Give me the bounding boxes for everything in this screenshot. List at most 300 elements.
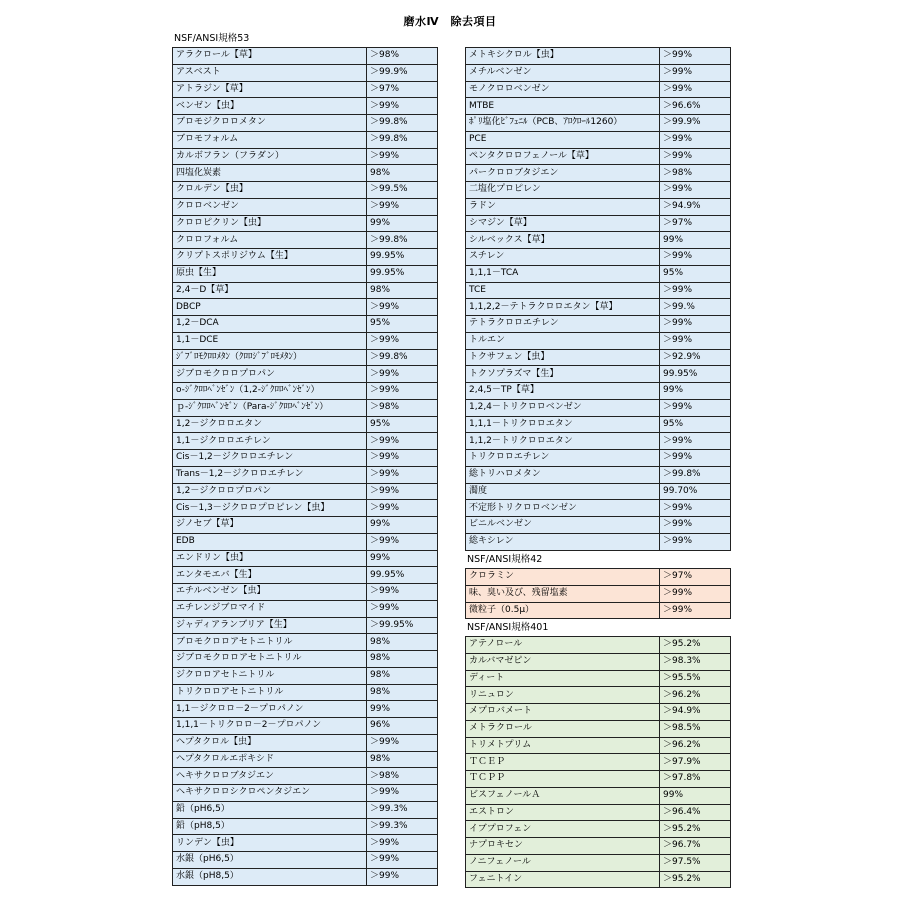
removal-rate: ＞99% xyxy=(660,533,731,550)
table-row xyxy=(173,550,438,567)
removal-rate: ＞99% xyxy=(660,282,731,299)
table-row xyxy=(466,804,731,821)
item-name: スチレン xyxy=(466,249,660,266)
table-row xyxy=(173,383,438,400)
table-row xyxy=(173,818,438,835)
removal-rate: ＞96.2% xyxy=(660,737,731,754)
removal-rate: 99% xyxy=(367,550,438,567)
table-row xyxy=(173,600,438,617)
item-name: クリプトスポリジウム【生】 xyxy=(173,249,367,266)
removal-rate: ＞99% xyxy=(660,316,731,333)
removal-rate: ＞96.2% xyxy=(660,687,731,704)
item-name: 水銀（pH6,5） xyxy=(173,852,367,869)
caption-nsf401: NSF/ANSI規格401 xyxy=(467,622,549,633)
removal-rate: ＞99% xyxy=(660,182,731,199)
removal-rate: 99.95% xyxy=(367,249,438,266)
removal-rate: ＞99% xyxy=(367,366,438,383)
table-row xyxy=(173,249,438,266)
table-row xyxy=(173,634,438,651)
table-row xyxy=(173,651,438,668)
item-name: 1,1,2,2－テトラクロロエタン【草】 xyxy=(466,299,660,316)
item-name: アラクロール【草】 xyxy=(173,48,367,65)
table-row xyxy=(466,585,731,602)
item-name: クロロフォルム xyxy=(173,232,367,249)
item-name: 1,2,4－トリクロロベンゼン xyxy=(466,399,660,416)
table-row xyxy=(466,754,731,771)
removal-rate: 98% xyxy=(367,667,438,684)
item-name: 鉛（pH8,5） xyxy=(173,818,367,835)
table-row xyxy=(466,165,731,182)
table-row xyxy=(173,98,438,115)
item-name: ノニフェノール xyxy=(466,854,660,871)
removal-rate: ＞98.5% xyxy=(660,720,731,737)
removal-rate: ＞99% xyxy=(367,148,438,165)
removal-rate: ＞99% xyxy=(367,198,438,215)
table-row xyxy=(173,215,438,232)
table-row xyxy=(466,349,731,366)
removal-rate: ＞99% xyxy=(367,500,438,517)
table-nsf42 xyxy=(465,568,731,619)
item-name: 不定形トリクロロベンゼン xyxy=(466,500,660,517)
item-name: モノクロロベンゼン xyxy=(466,81,660,98)
table-row xyxy=(173,299,438,316)
removal-rate: 98% xyxy=(367,684,438,701)
table-row xyxy=(173,684,438,701)
item-name: ｐ-ｼﾞｸﾛﾛﾍﾞﾝｾﾞﾝ（Para-ｼﾞｸﾛﾛﾍﾞﾝｾﾞﾝ） xyxy=(173,399,367,416)
removal-rate: ＞97% xyxy=(367,81,438,98)
removal-rate: ＞99% xyxy=(660,64,731,81)
item-name: メトラクロール xyxy=(466,720,660,737)
item-name: トリメトプリム xyxy=(466,737,660,754)
removal-rate: ＞99% xyxy=(660,131,731,148)
table-row xyxy=(466,704,731,721)
table-row xyxy=(173,517,438,534)
table-row xyxy=(173,450,438,467)
removal-rate: ＞97.8% xyxy=(660,771,731,788)
removal-rate: ＞96.6% xyxy=(660,98,731,115)
removal-rate: ＞99.8% xyxy=(367,115,438,132)
removal-rate: ＞99.9% xyxy=(660,115,731,132)
table-row xyxy=(466,131,731,148)
table-row xyxy=(173,617,438,634)
table-row xyxy=(466,517,731,534)
removal-rate: 98% xyxy=(367,282,438,299)
item-name: ジブロモクロロプロパン xyxy=(173,366,367,383)
caption-nsf42: NSF/ANSI規格42 xyxy=(467,554,543,565)
item-name: シルベックス【草】 xyxy=(466,232,660,249)
item-name: ＴＣＥＰ xyxy=(466,754,660,771)
item-name: 1,1－DCE xyxy=(173,332,367,349)
removal-rate: ＞99% xyxy=(367,852,438,869)
removal-rate: ＞99% xyxy=(660,500,731,517)
item-name: 総トリハロメタン xyxy=(466,466,660,483)
table-row xyxy=(466,637,731,654)
removal-rate: ＞99% xyxy=(367,98,438,115)
removal-rate: 99% xyxy=(367,701,438,718)
item-name: フェニトイン xyxy=(466,871,660,888)
removal-rate: ＞99% xyxy=(367,433,438,450)
removal-rate: ＞99% xyxy=(660,249,731,266)
table-row xyxy=(466,182,731,199)
table-row xyxy=(466,383,731,400)
table-row xyxy=(466,500,731,517)
table-row xyxy=(466,265,731,282)
table-row xyxy=(173,533,438,550)
item-name: アテノロール xyxy=(466,637,660,654)
item-name: ﾎﾟﾘ塩化ﾋﾞﾌｪﾆﾙ（PCB、ｱﾛｸﾛｰﾙ1260） xyxy=(466,115,660,132)
table-row xyxy=(466,316,731,333)
removal-rate: 99.70% xyxy=(660,483,731,500)
table-row xyxy=(173,81,438,98)
removal-rate: ＞97% xyxy=(660,215,731,232)
removal-rate: ＞99.% xyxy=(660,299,731,316)
item-name: 鉛（pH6,5） xyxy=(173,801,367,818)
table-row xyxy=(173,567,438,584)
removal-rate: ＞99% xyxy=(660,602,731,619)
removal-rate: ＞99% xyxy=(660,332,731,349)
removal-rate: ＞95.2% xyxy=(660,821,731,838)
removal-rate: ＞98% xyxy=(367,768,438,785)
removal-rate: ＞99% xyxy=(367,332,438,349)
item-name: 四塩化炭素 xyxy=(173,165,367,182)
removal-rate: 95% xyxy=(660,265,731,282)
item-name: 2,4,5－TP【草】 xyxy=(466,383,660,400)
table-nsf53-left xyxy=(172,47,438,886)
removal-rate: ＞98% xyxy=(367,48,438,65)
item-name: DBCP xyxy=(173,299,367,316)
removal-rate: ＞99.8% xyxy=(367,131,438,148)
item-name: ジクロロアセトニトリル xyxy=(173,667,367,684)
table-row xyxy=(466,416,731,433)
table-row xyxy=(466,569,731,586)
table-row xyxy=(173,265,438,282)
table-row xyxy=(173,332,438,349)
table-row xyxy=(173,48,438,65)
removal-rate: ＞99% xyxy=(367,299,438,316)
item-name: ブロモフォルム xyxy=(173,131,367,148)
item-name: ＴＣＰＰ xyxy=(466,771,660,788)
item-name: ディート xyxy=(466,670,660,687)
item-name: 1,1,2－トリクロロエタン xyxy=(466,433,660,450)
item-name: 1,1－ジクロロエチレン xyxy=(173,433,367,450)
item-name: 1,2－ジクロロプロパン xyxy=(173,483,367,500)
removal-rate: ＞99% xyxy=(660,399,731,416)
table-row xyxy=(466,148,731,165)
removal-rate: 95% xyxy=(367,416,438,433)
item-name: リニュロン xyxy=(466,687,660,704)
removal-rate: ＞98% xyxy=(367,399,438,416)
item-name: Cis－1,3－ジクロロプロピレン【虫】 xyxy=(173,500,367,517)
caption-nsf53: NSF/ANSI規格53 xyxy=(174,33,250,44)
table-row xyxy=(173,751,438,768)
item-name: PCE xyxy=(466,131,660,148)
table-row xyxy=(173,701,438,718)
table-row xyxy=(466,198,731,215)
table-row xyxy=(466,602,731,619)
item-name: シマジン【草】 xyxy=(466,215,660,232)
table-row xyxy=(466,737,731,754)
removal-rate: ＞99% xyxy=(660,81,731,98)
item-name: Trans－1,2－ジクロロエチレン xyxy=(173,466,367,483)
table-row xyxy=(466,332,731,349)
removal-rate: 98% xyxy=(367,165,438,182)
item-name: ビスフェノールＡ xyxy=(466,787,660,804)
table-row xyxy=(173,232,438,249)
removal-rate: ＞99% xyxy=(660,148,731,165)
item-name: 1,1,1－トリクロロ－2－プロパノン xyxy=(173,718,367,735)
removal-rate: 99% xyxy=(367,517,438,534)
table-row xyxy=(466,282,731,299)
item-name: クロロベンゼン xyxy=(173,198,367,215)
removal-rate: ＞99% xyxy=(367,450,438,467)
table-row xyxy=(173,835,438,852)
item-name: エンドリン【虫】 xyxy=(173,550,367,567)
item-name: 1,1,1－TCA xyxy=(466,265,660,282)
table-row xyxy=(466,64,731,81)
item-name: 1,1,1－トリクロロエタン xyxy=(466,416,660,433)
item-name: アトラジン【草】 xyxy=(173,81,367,98)
item-name: 二塩化プロピレン xyxy=(466,182,660,199)
item-name: トリクロロエチレン xyxy=(466,450,660,467)
item-name: クロルデン【虫】 xyxy=(173,182,367,199)
removal-rate: ＞99.95% xyxy=(367,617,438,634)
table-nsf401 xyxy=(465,636,731,888)
removal-rate: ＞97.5% xyxy=(660,854,731,871)
table-row xyxy=(173,718,438,735)
removal-rate: ＞99% xyxy=(367,868,438,885)
table-row xyxy=(173,115,438,132)
removal-rate: ＞99% xyxy=(660,517,731,534)
item-name: エチレンジブロマイド xyxy=(173,600,367,617)
removal-rate: ＞99.3% xyxy=(367,801,438,818)
table-row xyxy=(173,768,438,785)
removal-rate: ＞97.9% xyxy=(660,754,731,771)
table-row xyxy=(173,500,438,517)
removal-rate: 99.95% xyxy=(367,567,438,584)
table-row xyxy=(173,64,438,81)
removal-rate: ＞99.9% xyxy=(367,64,438,81)
removal-rate: ＞99% xyxy=(660,48,731,65)
item-name: 味、臭い及び、残留塩素 xyxy=(466,585,660,602)
removal-rate: ＞99% xyxy=(660,585,731,602)
item-name: MTBE xyxy=(466,98,660,115)
removal-rate: ＞99.8% xyxy=(660,466,731,483)
item-name: ジブロモクロロアセトニトリル xyxy=(173,651,367,668)
item-name: ベンゼン【虫】 xyxy=(173,98,367,115)
removal-rate: 99% xyxy=(660,232,731,249)
removal-rate: ＞95.2% xyxy=(660,871,731,888)
item-name: アスベスト xyxy=(173,64,367,81)
item-name: ブロモクロロアセトニトリル xyxy=(173,634,367,651)
item-name: ｼﾞﾌﾞﾛﾓｸﾛﾛﾒﾀﾝ（ｸﾛﾛｼﾞﾌﾞﾛﾓﾒﾀﾝ） xyxy=(173,349,367,366)
table-row xyxy=(466,115,731,132)
item-name: 微粒子（0.5μ） xyxy=(466,602,660,619)
table-row xyxy=(466,466,731,483)
item-name: 総キシレン xyxy=(466,533,660,550)
table-row xyxy=(466,720,731,737)
removal-rate: 99.95% xyxy=(367,265,438,282)
table-row xyxy=(466,653,731,670)
removal-rate: 99% xyxy=(660,383,731,400)
removal-rate: 98% xyxy=(367,634,438,651)
table-row xyxy=(173,282,438,299)
item-name: 水銀（pH8,5） xyxy=(173,868,367,885)
removal-rate: ＞99% xyxy=(367,533,438,550)
item-name: メチルベンゼン xyxy=(466,64,660,81)
table-row xyxy=(466,871,731,888)
item-name: メトキシクロル【虫】 xyxy=(466,48,660,65)
table-row xyxy=(466,249,731,266)
table-row xyxy=(466,98,731,115)
table-row xyxy=(173,198,438,215)
removal-rate: ＞99% xyxy=(367,483,438,500)
item-name: Cis－1,2－ジクロロエチレン xyxy=(173,450,367,467)
table-row xyxy=(466,533,731,550)
removal-rate: 98% xyxy=(367,651,438,668)
item-name: o-ｼﾞｸﾛﾛﾍﾞﾝｾﾞﾝ（1,2-ｼﾞｸﾛﾛﾍﾞﾝｾﾞﾝ） xyxy=(173,383,367,400)
removal-rate: ＞99% xyxy=(367,600,438,617)
item-name: ラドン xyxy=(466,198,660,215)
item-name: TCE xyxy=(466,282,660,299)
item-name: トクソプラズマ【生】 xyxy=(466,366,660,383)
item-name: 原虫【生】 xyxy=(173,265,367,282)
item-name: イブプロフェン xyxy=(466,821,660,838)
item-name: エンタモエバ【生】 xyxy=(173,567,367,584)
removal-rate: ＞94.9% xyxy=(660,198,731,215)
item-name: ナプロキセン xyxy=(466,838,660,855)
table-row xyxy=(173,667,438,684)
table-row xyxy=(466,670,731,687)
table-row xyxy=(466,232,731,249)
item-name: クロラミン xyxy=(466,569,660,586)
item-name: エストロン xyxy=(466,804,660,821)
table-row xyxy=(173,868,438,885)
removal-rate: ＞92.9% xyxy=(660,349,731,366)
table-row xyxy=(173,165,438,182)
table-row xyxy=(466,687,731,704)
removal-rate: ＞99.8% xyxy=(367,349,438,366)
removal-rate: 99.95% xyxy=(660,366,731,383)
table-row xyxy=(466,48,731,65)
table-row xyxy=(173,316,438,333)
item-name: トリクロロアセトニトリル xyxy=(173,684,367,701)
removal-rate: ＞99.5% xyxy=(367,182,438,199)
item-name: トルエン xyxy=(466,332,660,349)
item-name: 1,1－ジクロロ－2－プロパノン xyxy=(173,701,367,718)
item-name: ヘキサクロロシクロペンタジエン xyxy=(173,785,367,802)
table-row xyxy=(466,81,731,98)
table-row xyxy=(173,349,438,366)
item-name: ジャディアランブリア【生】 xyxy=(173,617,367,634)
table-row xyxy=(173,148,438,165)
removal-rate: 98% xyxy=(367,751,438,768)
table-row xyxy=(466,366,731,383)
removal-rate: ＞96.4% xyxy=(660,804,731,821)
item-name: ヘプタクロルエポキシド xyxy=(173,751,367,768)
removal-rate: 99% xyxy=(660,787,731,804)
table-row xyxy=(173,734,438,751)
removal-rate: 95% xyxy=(660,416,731,433)
removal-rate: ＞99% xyxy=(367,584,438,601)
removal-rate: ＞98.3% xyxy=(660,653,731,670)
removal-rate: ＞99% xyxy=(660,450,731,467)
item-name: ブロモジクロロメタン xyxy=(173,115,367,132)
removal-rate: ＞99% xyxy=(367,734,438,751)
item-name: カルバマゼピン xyxy=(466,653,660,670)
table-row xyxy=(173,182,438,199)
table-row xyxy=(466,450,731,467)
removal-rate: ＞95.2% xyxy=(660,637,731,654)
item-name: ペンタクロロフェノール【草】 xyxy=(466,148,660,165)
table-row xyxy=(173,399,438,416)
removal-rate: ＞99.3% xyxy=(367,818,438,835)
removal-rate: ＞99% xyxy=(367,383,438,400)
removal-rate: ＞99% xyxy=(367,466,438,483)
table-row xyxy=(173,852,438,869)
removal-rate: 96% xyxy=(367,718,438,735)
removal-rate: 99% xyxy=(367,215,438,232)
removal-rate: ＞99% xyxy=(367,785,438,802)
table-row xyxy=(173,584,438,601)
removal-rate: 95% xyxy=(367,316,438,333)
page-title: 磨水Ⅳ 除去項目 xyxy=(403,15,497,28)
item-name: テトラクロロエチレン xyxy=(466,316,660,333)
removal-rate: ＞95.5% xyxy=(660,670,731,687)
item-name: トクサフェン【虫】 xyxy=(466,349,660,366)
table-row xyxy=(173,366,438,383)
table-row xyxy=(466,215,731,232)
table-row xyxy=(466,854,731,871)
table-row xyxy=(173,483,438,500)
table-row xyxy=(173,785,438,802)
removal-rate: ＞96.7% xyxy=(660,838,731,855)
table-row xyxy=(173,131,438,148)
removal-rate: ＞99% xyxy=(367,835,438,852)
item-name: ヘキサクロロブタジエン xyxy=(173,768,367,785)
table-row xyxy=(173,433,438,450)
item-name: 2,4－D【草】 xyxy=(173,282,367,299)
removal-rate: ＞99.8% xyxy=(367,232,438,249)
removal-rate: ＞99% xyxy=(660,433,731,450)
table-row xyxy=(173,416,438,433)
item-name: パークロロブタジエン xyxy=(466,165,660,182)
item-name: クロロピクリン【虫】 xyxy=(173,215,367,232)
table-row xyxy=(173,801,438,818)
removal-rate: ＞97% xyxy=(660,569,731,586)
item-name: エチルベンゼン【虫】 xyxy=(173,584,367,601)
table-nsf53-right xyxy=(465,47,731,551)
item-name: ジノセブ【草】 xyxy=(173,517,367,534)
item-name: メプロバメート xyxy=(466,704,660,721)
item-name: ヘプタクロル【虫】 xyxy=(173,734,367,751)
item-name: 1,2－ジクロロエタン xyxy=(173,416,367,433)
item-name: 濁度 xyxy=(466,483,660,500)
table-row xyxy=(173,466,438,483)
table-row xyxy=(466,821,731,838)
table-row xyxy=(466,483,731,500)
item-name: ビニルベンゼン xyxy=(466,517,660,534)
table-row xyxy=(466,433,731,450)
removal-rate: ＞94.9% xyxy=(660,704,731,721)
item-name: 1,2－DCA xyxy=(173,316,367,333)
table-row xyxy=(466,399,731,416)
table-row xyxy=(466,299,731,316)
item-name: カルボフラン（フラダン） xyxy=(173,148,367,165)
item-name: EDB xyxy=(173,533,367,550)
removal-rate: ＞98% xyxy=(660,165,731,182)
table-row xyxy=(466,787,731,804)
table-row xyxy=(466,838,731,855)
